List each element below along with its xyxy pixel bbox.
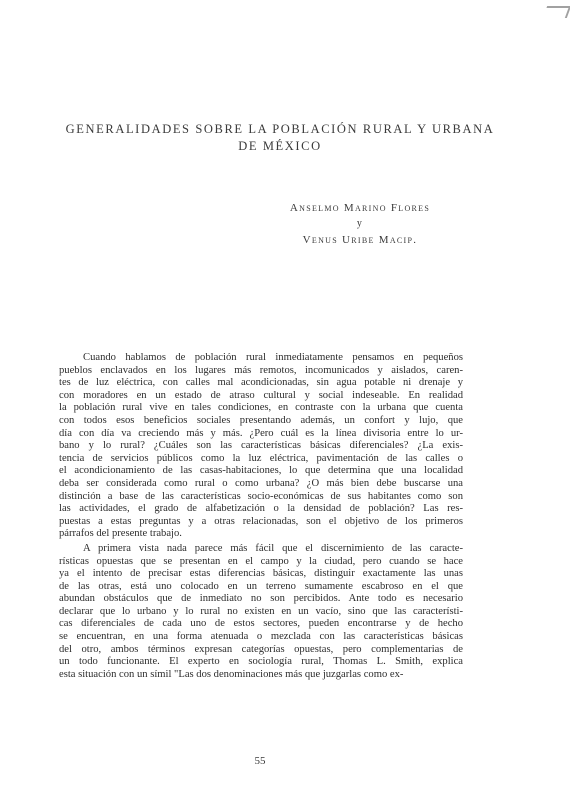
body-line: bano y lo rural? ¿Cuáles son las características básicas diferenciales? ¿La exis- [59, 440, 463, 452]
body-line: distinción a base de las características socio-económicas de sus habitantes como son [59, 490, 463, 502]
body-line: declarar que lo urbano y lo rural no existen en un vacío, sino que las característi- [59, 605, 463, 617]
body-paragraph [59, 543, 463, 682]
body-paragraph [59, 352, 463, 541]
author-name-2: Venus Uribe Macip. [302, 234, 418, 246]
page-number: 55 [254, 755, 266, 767]
body-line: un todo funcionante. El experto en sociología rural, Thomas L. Smith, explica [59, 656, 463, 668]
author-block [270, 200, 450, 248]
author-name-1: Anselmo Marino Flores [289, 202, 431, 214]
body-line: cas diferenciales de cada uno de estos sectores, pueden encontrarse y de hecho [59, 618, 463, 630]
body-line: puestas a estas preguntas y a otras relacionadas, son el objetivo de los primeros [59, 515, 463, 527]
body-line: ya el intento de precisar estas diferencias básicas, distinguir exactamente las unas [59, 568, 463, 580]
body-line: de las otras, está uno colocado en un terreno sumamente escabroso en el que [59, 580, 463, 592]
body-line: con todos esos beneficios sociales presentando además, un confort y lujo, que [59, 414, 463, 426]
body-line: del otro, ambos términos expresan categorías opuestas, pero complementarias de [59, 643, 463, 655]
body-line: A primera vista nada parece más fácil que el discernimiento de las caracte- [83, 542, 463, 554]
body-line: esta situación con un símil "Las dos denominaciones más que juzgarlas como ex- [59, 668, 404, 680]
article-title [60, 121, 500, 155]
body-line: deba ser considerada como rural o como urbana? ¿O más bien debe buscarse una [59, 477, 463, 489]
body-line: Cuando hablamos de población rural inmediatamente pensamos en pequeños [83, 352, 463, 363]
title-line-2: DE MÉXICO [238, 139, 322, 153]
scan-corner-mark [543, 6, 570, 18]
body-line: el acondicionamiento de las casas-habitaciones, lo que determina que una localidad [59, 465, 463, 477]
body-line: la población rural vive en tales condiciones, en contraste con la urbana que cuenta [59, 402, 463, 414]
article-body [59, 352, 463, 683]
body-line: se encuentran, en una forma atenuada o mezclada con las características básicas [59, 631, 463, 643]
body-line: tencia de servicios públicos como la luz eléctrica, pavimentación de las calles o [59, 452, 463, 464]
body-line: día con día va creciendo más y más. ¿Pero cuál es la línea divisoria entre lo ur- [59, 427, 463, 439]
body-line: rísticas opuestas que se presentan en el campo y la ciudad, pero cuando se hace [59, 555, 463, 567]
body-line: abundan obstáculos que de inmediato no son percibidos. Ante todo es necesario [59, 593, 463, 605]
body-line: con moradores en un estado de atraso cultural y social indeseable. En realidad [59, 389, 463, 401]
author-conjunction: y [356, 218, 364, 229]
body-line: las actividades, el grado de alfabetización o la densidad de población? Las res- [59, 503, 463, 515]
body-line: pueblos enclavados en los lugares más remotos, incomunicados y aislados, caren- [59, 364, 463, 376]
body-line: párrafos del presente trabajo. [59, 528, 182, 540]
title-line-1: GENERALIDADES SOBRE LA POBLACIÓN RURAL Y URBANA [65, 122, 495, 136]
body-line: tes de luz eléctrica, con calles mal acondicionadas, sin agua potable ni drenaje y [59, 377, 463, 389]
